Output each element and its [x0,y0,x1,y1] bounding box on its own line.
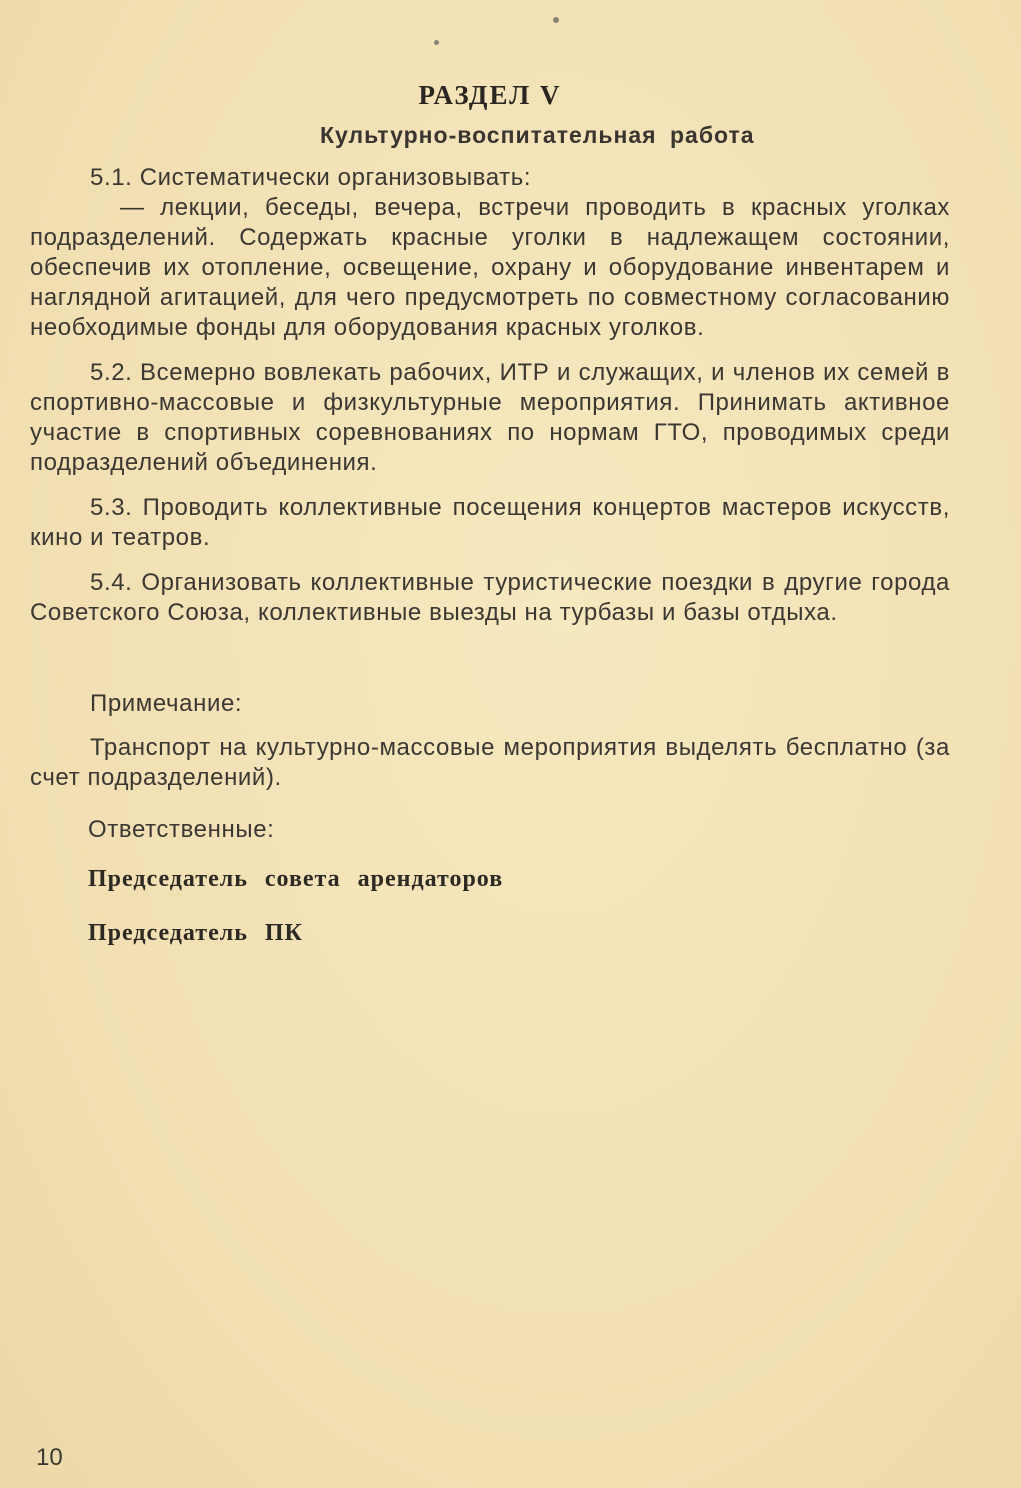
paragraph-5-3: 5.3. Проводить коллективные посещения концертов мастеров искусств, кино и театров. [30,494,950,551]
signer-trade-union-chairman: Председатель ПК [88,920,303,946]
section-title: РАЗДЕЛ V [418,80,562,110]
responsible-label: Ответственные: [88,816,275,843]
page-number: 10 [36,1444,63,1471]
paragraph-5-1-heading: 5.1. Систематически организовывать: [90,164,532,191]
paragraph-5-1-body: — лекции, беседы, вечера, встречи проводить в красных уголках подразделений. Содержать красные уголки в надлежащем состоянии, обеспечив их отопление, освещение, охрану и оборудование инвентарем и наглядной агитацией, для чего предусмотреть по совместному согласованию необходимые фонды для оборудования красных уголков. [30,194,950,341]
stain-mark [434,40,439,45]
paragraph-5-4: 5.4. Организовать коллективные туристические поездки в другие города Советского Союза, коллективные выезды на турбазы и базы отдыха. [30,569,950,626]
paragraph-5-2: 5.2. Всемерно вовлекать рабочих, ИТР и служащих, и членов их семей в спортивно-массовые и физкультурные мероприятия. Принимать активное участие в спортивных соревнованиях по нормам ГТО, проводимых среди подразделений объединения. [30,359,950,476]
signer-council-chairman: Председатель совета арендаторов [88,866,504,892]
stain-mark [553,17,559,23]
section-body [30,163,950,643]
section-subtitle: Культурно-воспитательная работа [320,122,755,148]
note-label: Примечание: [90,690,243,717]
note-text: Транспорт на культурно-массовые мероприятия выделять бесплатно (за счет подразделений). [30,734,950,791]
